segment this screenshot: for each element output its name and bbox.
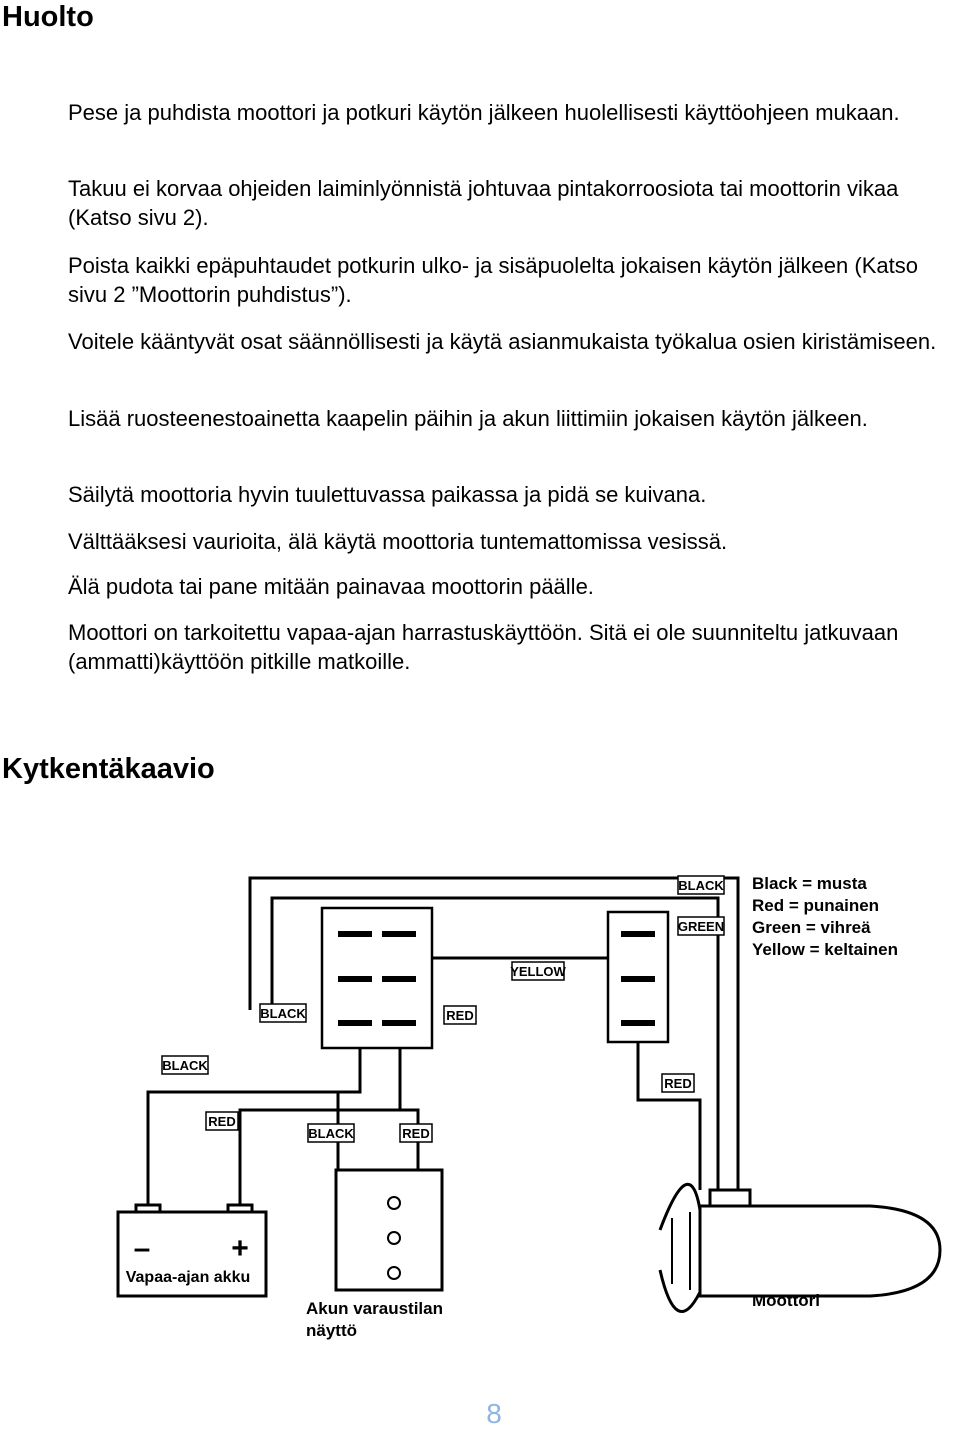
label-green: GREEN — [677, 919, 725, 934]
motor-label: Moottori — [752, 1291, 820, 1310]
battery-label: Vapaa-ajan akku — [125, 1269, 251, 1286]
color-legend — [752, 874, 898, 959]
controller-terminals — [621, 931, 655, 1026]
label-red-left: RED — [208, 1114, 236, 1129]
wiring-diagram — [0, 858, 960, 1368]
battery-plus: + — [231, 1232, 249, 1265]
paragraph-7: Välttääksesi vaurioita, älä käytä moottoria tuntemattomissa vesissä. — [68, 529, 728, 554]
wire-red-switch — [400, 1048, 418, 1110]
legend-red: Red = punainen — [752, 896, 880, 915]
paragraph-4: Voitele kääntyvät osat säännöllisesti ja käytä asianmukaista työkalua osien kiristämiseen. — [68, 329, 937, 354]
battery-minus: – — [133, 1232, 151, 1265]
wire-red-right — [638, 1042, 700, 1190]
label-black-left: BLACK — [162, 1058, 208, 1073]
meter-label-line1: Akun varaustilan — [306, 1299, 443, 1318]
label-black-meter: BLACK — [308, 1126, 354, 1141]
page-number: 8 — [486, 1398, 502, 1429]
label-red-meter: RED — [402, 1126, 430, 1141]
paragraph-3: Poista kaikki epäpuhtaudet potkurin ulko- ja sisäpuolelta jokaisen käytön jälkeen (Katso sivu 2 ”Moottorin puhdistus”). — [68, 253, 918, 307]
heading-maintenance: Huolto — [2, 1, 94, 33]
label-red-switch: RED — [446, 1008, 474, 1023]
wire-labels — [162, 876, 724, 1142]
label-black-switch: BLACK — [260, 1006, 306, 1021]
label-yellow: YELLOW — [510, 964, 566, 979]
paragraph-6: Säilytä moottoria hyvin tuulettuvassa paikassa ja pidä se kuivana. — [68, 482, 707, 507]
legend-green: Green = vihreä — [752, 918, 871, 937]
paragraph-1: Pese ja puhdista moottori ja potkuri käytön jälkeen huolellisesti käyttöohjeen mukaan. — [68, 100, 900, 125]
label-red-right: RED — [664, 1076, 692, 1091]
label-black-top: BLACK — [678, 878, 724, 893]
paragraph-2: Takuu ei korvaa ohjeiden laiminlyönnistä johtuvaa pintakorroosiota tai moottorin vikaa (Katso sivu 2). — [68, 176, 899, 230]
heading-wiring: Kytkentäkaavio — [2, 753, 215, 785]
legend-black: Black = musta — [752, 874, 867, 893]
paragraph-9: Moottori on tarkoitettu vapaa-ajan harrastuskäyttöön. Sitä ei ole suunniteltu jatkuvaan (ammatti)käyttöön pitkille matkoille. — [68, 620, 899, 674]
paragraph-5: Lisää ruosteenestoainetta kaapelin päihin ja akun liittimiin jokaisen käytön jälkeen. — [68, 406, 868, 431]
switch-terminals — [338, 931, 416, 1026]
paragraph-8: Älä pudota tai pane mitään painavaa moottorin päälle. — [68, 574, 594, 599]
charge-meter — [336, 1170, 442, 1290]
meter-label-line2: näyttö — [306, 1321, 357, 1340]
legend-yellow: Yellow = keltainen — [752, 940, 898, 959]
